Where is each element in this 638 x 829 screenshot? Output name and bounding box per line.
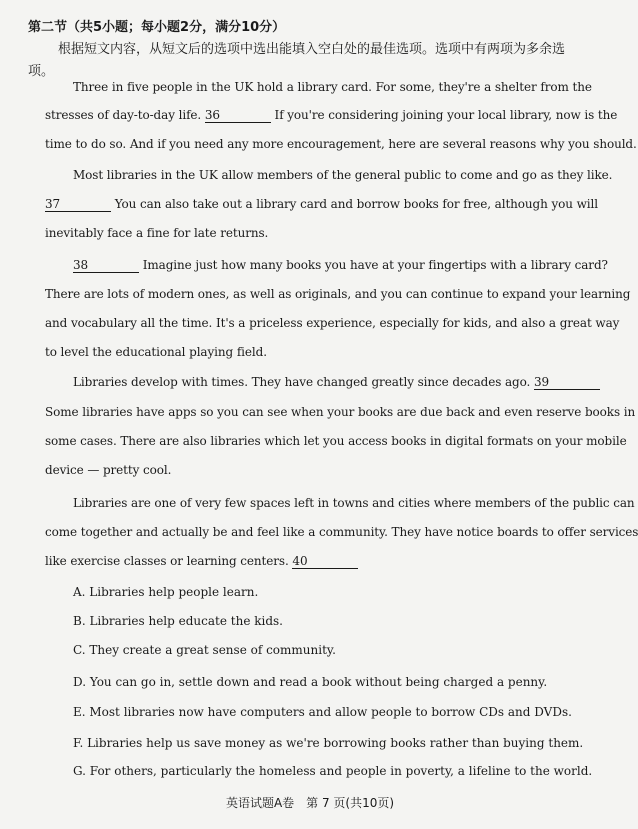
passage-line: like exercise classes or learning centers. 40 [45, 554, 582, 569]
passage-line: and vocabulary all the time. It's a priceless experience, especially for kids, and also a great way [45, 316, 620, 330]
passage-line: time to do so. And if you need any more encouragement, here are several reasons why you should. [45, 137, 637, 151]
instruction-text: 根据短文内容，从短文后的选项中选出能填入空白处的最佳选项。选项中有两项为多余选项。 [28, 42, 566, 79]
option-e: E. Most libraries now have computers and allow people to borrow CDs and DVDs. [73, 705, 572, 719]
passage-line: Libraries develop with times. They have changed greatly since decades ago. 39 [73, 375, 582, 390]
option-b: B. Libraries help educate the kids. [73, 614, 283, 628]
passage-line: Three in five people in the UK hold a library card. For some, they're a shelter from the [73, 80, 592, 94]
passage-line: some cases. There are also libraries which let you access books in digital formats on your mobile [45, 434, 627, 448]
passage-line: Most libraries in the UK allow members of the general public to come and go as they like. [73, 168, 613, 182]
option-g: G. For others, particularly the homeless and people in poverty, a lifeline to the world. [73, 764, 593, 778]
blank-38: 38 [73, 259, 139, 273]
passage-line: come together and actually be and feel like a community. They have notice boards to offer services [45, 525, 638, 539]
option-a: A. Libraries help people learn. [73, 585, 259, 599]
section-instruction [28, 39, 588, 83]
option-f: F. Libraries help us save money as we're borrowing books rather than buying them. [73, 736, 584, 750]
option-c: C. They create a great sense of community. [73, 643, 336, 657]
passage-line: device — pretty cool. [45, 463, 172, 477]
passage-line: Some libraries have apps so you can see when your books are due back and even reserve books in [45, 405, 636, 419]
passage-line: 38 Imagine just how many books you have at your fingertips with a library card? [73, 258, 608, 272]
blank-39: 39 [534, 376, 600, 390]
section-title: 第二节（共5小题；每小题2分，满分10分） [28, 20, 286, 35]
blank-36: 36 [205, 109, 271, 123]
passage-line: 37 You can also take out a library card and borrow books for free, although you will [45, 197, 598, 211]
passage-line: There are lots of modern ones, as well as originals, and you can continue to expand your learning [45, 287, 631, 301]
blank-40: 40 [292, 555, 358, 569]
passage-line: to level the educational playing field. [45, 345, 267, 359]
passage-line: inevitably face a fine for late returns. [45, 226, 269, 240]
blank-37: 37 [45, 198, 111, 212]
passage-line: stresses of day-to-day life. 36 If you're considering joining your local library, now is the [45, 108, 618, 122]
option-d: D. You can go in, settle down and read a book without being charged a penny. [73, 675, 548, 689]
passage-line: Libraries are one of very few spaces left in towns and cities where members of the public can [73, 496, 635, 510]
page-footer: 英语试题A卷 第 7 页(共10页) [225, 796, 395, 810]
